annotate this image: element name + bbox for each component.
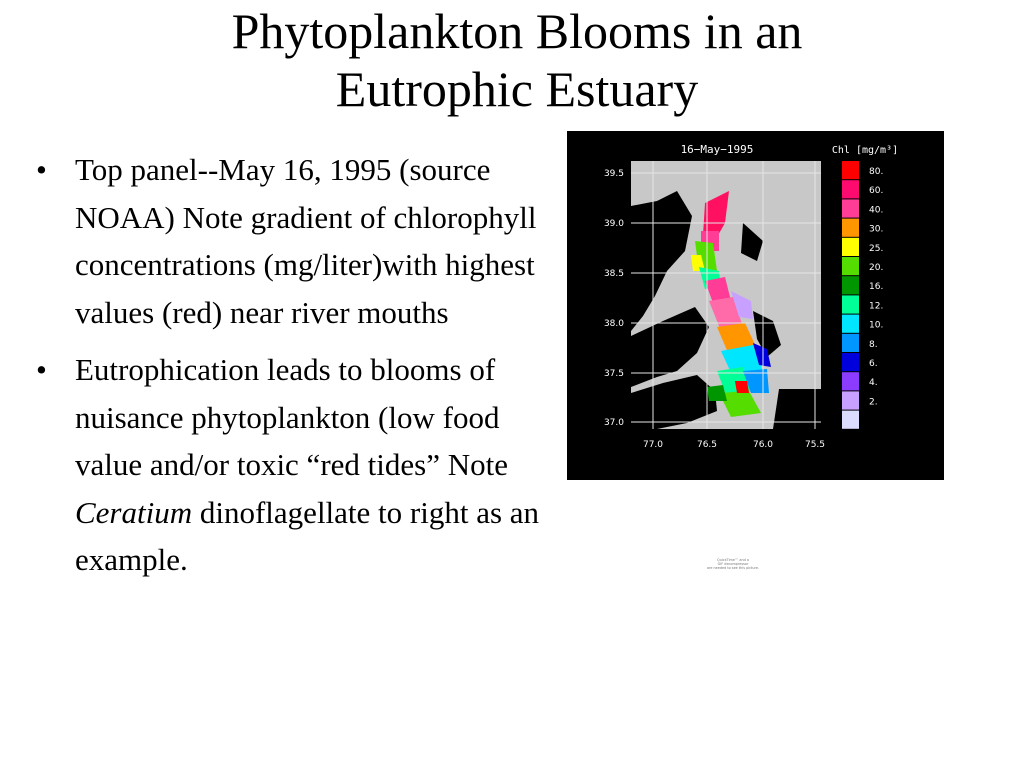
- bullet-text-1: Top panel--May 16, 1995 (source NOAA) Note gradient of chlorophyll concentrations (mg/liter)with highest values (red) near river mouths: [75, 152, 537, 330]
- legend-label: 6.: [869, 359, 878, 369]
- lat-tick: 37.5: [603, 369, 624, 379]
- chlorophyll-legend: [842, 161, 883, 429]
- legend-swatch: [842, 334, 859, 352]
- chlorophyll-map: [567, 131, 944, 480]
- legend-swatch: [842, 411, 859, 429]
- quicktime-line-3: are needed to see this picture.: [706, 566, 760, 570]
- legend-swatch: [842, 391, 859, 409]
- bullet-list: [36, 146, 556, 594]
- legend-swatch: [842, 199, 859, 217]
- legend-swatch: [842, 295, 859, 313]
- bullet-italic-ceratium: Ceratium: [75, 494, 193, 530]
- lon-tick: 75.5: [804, 440, 826, 450]
- title-line-1: Phytoplankton Blooms in an: [231, 3, 803, 59]
- legend-swatch: [842, 372, 859, 390]
- lon-tick: 76.0: [752, 440, 774, 450]
- legend-label: 60.: [869, 186, 884, 197]
- bullet-item-1: [36, 146, 556, 336]
- legend-label: 25.: [869, 243, 884, 254]
- lat-tick: 37.0: [603, 418, 624, 428]
- legend-label: 16.: [869, 282, 884, 293]
- legend-label: 4.: [869, 378, 878, 389]
- bullet-text-2a: Eutrophication leads to blooms of nuisance phytoplankton (low food value and/or toxic “red tides” Note: [75, 352, 508, 482]
- legend-label: 12.: [869, 301, 884, 312]
- legend-label: 10.: [869, 320, 884, 331]
- legend-label: 40.: [869, 205, 884, 216]
- legend-swatch: [842, 315, 859, 333]
- legend-swatch: [842, 219, 859, 237]
- legend-swatch: [842, 276, 859, 294]
- slide-title: [60, 2, 974, 118]
- quicktime-line-1: QuickTime™ and a: [717, 558, 749, 562]
- map-units-label: Chl [mg/m³]: [831, 145, 899, 156]
- map-date-label: 16−May−1995: [680, 143, 754, 156]
- bullet-text-2b: dinoflagellate to right as an example.: [75, 494, 540, 577]
- bullet-dot-icon: •: [36, 152, 47, 187]
- legend-label: 80.: [869, 167, 884, 177]
- bullet-item-2: [36, 346, 556, 584]
- lat-tick: 39.0: [603, 219, 624, 229]
- lat-tick: 39.5: [603, 169, 624, 179]
- chlorophyll-map-figure: [567, 131, 944, 480]
- legend-swatch: [842, 161, 859, 179]
- title-line-2: Eutrophic Estuary: [335, 61, 699, 117]
- legend-swatch: [842, 238, 859, 256]
- legend-swatch: [842, 180, 859, 198]
- legend-swatch: [842, 257, 859, 275]
- legend-label: 30.: [869, 224, 884, 235]
- legend-label: 8.: [869, 339, 878, 350]
- lon-tick: 76.5: [696, 440, 718, 450]
- bullet-dot-icon: •: [36, 352, 47, 387]
- quicktime-placeholder: [695, 558, 771, 570]
- lat-tick: 38.0: [603, 319, 624, 329]
- lat-tick: 38.5: [603, 269, 624, 279]
- legend-label: 20.: [869, 263, 884, 273]
- lon-tick: 77.0: [642, 440, 664, 450]
- legend-label: 2.: [869, 397, 878, 408]
- legend-swatch: [842, 353, 859, 371]
- quicktime-line-2: GIF decompressor: [717, 562, 749, 566]
